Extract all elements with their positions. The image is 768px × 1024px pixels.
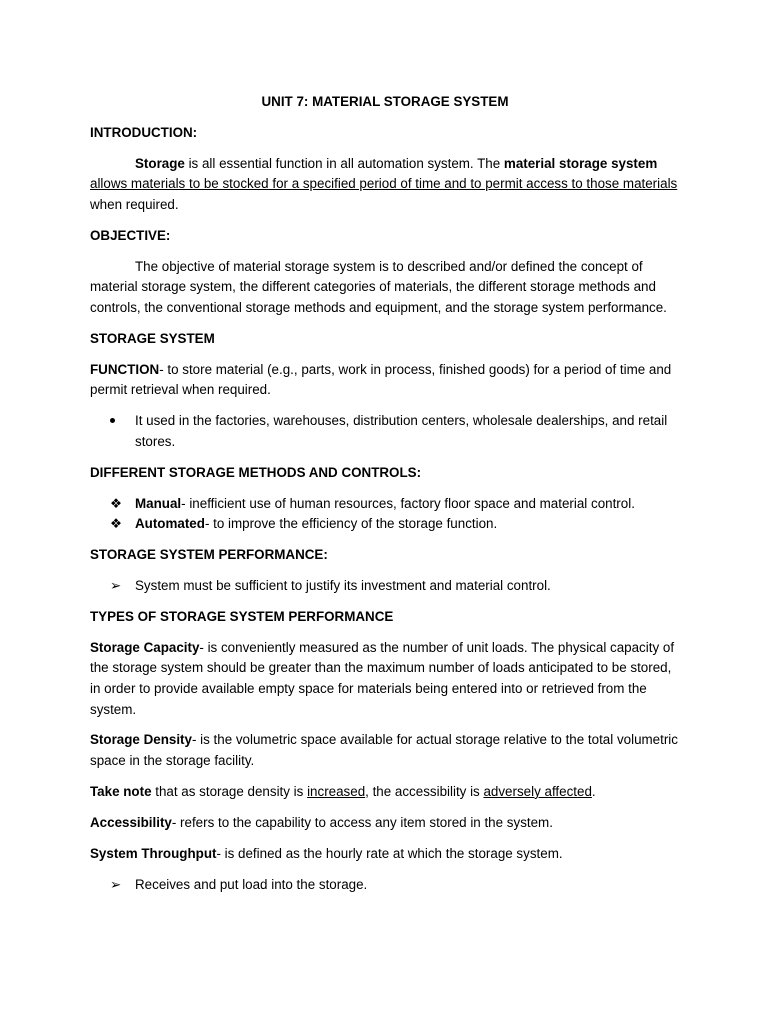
method-label: Automated [135,516,205,532]
performance-heading: STORAGE SYSTEM PERFORMANCE: [90,547,328,563]
introduction-heading: INTRODUCTION: [90,124,198,140]
storage-capacity-label: Storage Capacity [90,639,200,655]
types-heading: TYPES OF STORAGE SYSTEM PERFORMANCE [90,608,394,624]
introduction-text-1: is all essential function in all automation system. The [184,155,504,171]
material-storage-system-term: material storage system [503,155,658,171]
increased-underlined: increased [307,783,366,799]
page-title: UNIT 7: MATERIAL STORAGE SYSTEM [261,94,509,109]
storage-capacity-text: - is conveniently measured as the number of unit loads. The physical capacity of the storage system should be greater than the maximum number of loads anticipated to be stored, in order to provide available empty space for materials being entered into or retrieved from the system. [90,639,675,717]
throughput-paragraph [90,844,680,865]
storage-term: Storage [135,155,185,171]
throughput-text: - is defined as the hourly rate at which the storage system. [216,845,563,861]
performance-list [90,576,680,597]
methods-heading: DIFFERENT STORAGE METHODS AND CONTROLS: [90,464,422,480]
diamond-bullet-icon: ❖ [110,516,123,532]
take-note-label: Take note [90,783,152,799]
diamond-bullet-icon: ❖ [110,495,123,511]
arrow-bullet-icon: ➢ [110,577,122,593]
bullet-dot-icon [110,411,130,432]
take-note-text-2: , the accessibility is [365,783,484,799]
take-note-text-3: . [591,783,596,799]
list-item [90,411,680,452]
storage-density-paragraph [90,730,680,771]
function-text: - to store material (e.g., parts, work in process, finished goods) for a period of time and permit retrieval when required. [90,361,672,398]
accessibility-label: Accessibility [90,814,172,830]
bullet-text: It used in the factories, warehouses, distribution centers, wholesale dealerships, and retail stores. [135,413,668,449]
list-item [90,514,680,535]
function-paragraph [90,360,680,401]
document-body [90,92,680,905]
storage-system-heading: STORAGE SYSTEM [90,330,215,346]
accessibility-text: - refers to the capability to access any item stored in the system. [171,814,553,830]
method-text: - to improve the efficiency of the storage function. [204,516,498,532]
performance-item-text: System must be sufficient to justify its investment and material control. [135,577,551,593]
storage-capacity-paragraph [90,638,680,720]
throughput-label: System Throughput [90,845,217,861]
take-note-paragraph [90,782,680,803]
throughput-list [90,875,680,896]
introduction-paragraph [90,154,680,216]
accessibility-paragraph [90,813,680,834]
function-label: FUNCTION [90,361,160,377]
list-item [90,576,680,597]
methods-list [90,494,680,535]
introduction-underlined-text: allows materials to be stocked for a specified period of time and to permit access to those materials [90,176,678,192]
storage-density-text: - is the volumetric space available for actual storage relative to the total volumetric space in the storage facility. [90,732,678,768]
method-label: Manual [135,495,182,511]
list-item [90,875,680,896]
arrow-bullet-icon: ➢ [110,876,122,892]
list-item [90,494,680,515]
objective-paragraph: The objective of material storage system is to described and/or defined the concept of material storage system, the different categories of materials, the different storage methods and controls, the conventional storage methods and equipment, and the storage system performance. [90,258,667,315]
introduction-text-2: when required. [90,196,179,212]
throughput-item-text: Receives and put load into the storage. [135,876,368,892]
storage-density-label: Storage Density [90,732,192,748]
storage-system-bullet-list [90,411,680,452]
objective-heading: OBJECTIVE: [90,227,171,243]
take-note-text-1: that as storage density is [151,783,308,799]
adversely-affected-underlined: adversely affected [483,783,592,799]
method-text: - inefficient use of human resources, factory floor space and material control. [181,495,635,511]
